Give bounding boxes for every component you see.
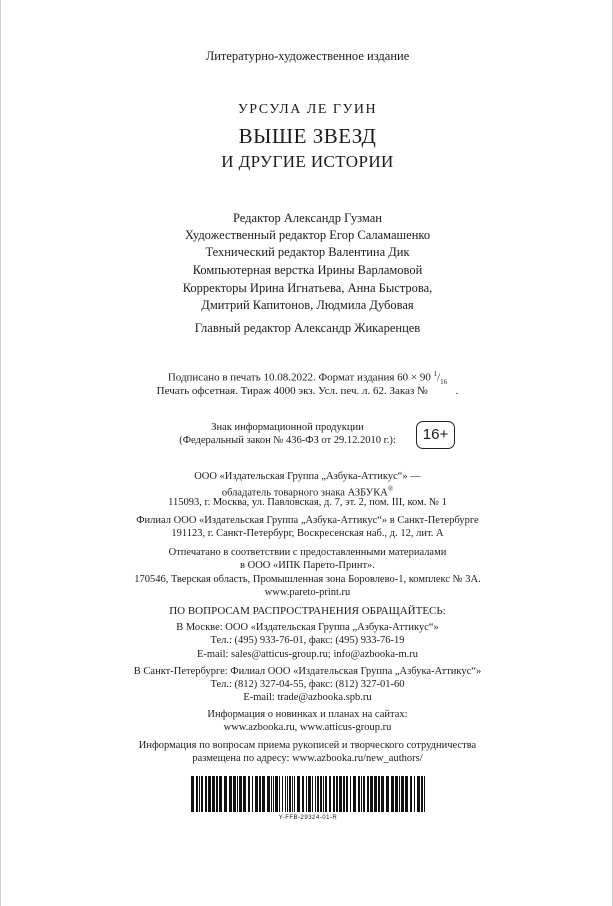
barcode-bar (302, 776, 304, 812)
publisher-address: 115093, г. Москва, ул. Павловская, д. 7, эт. 2, пом. III, ком. № 1 (168, 497, 447, 508)
book-author: УРСУЛА ЛЕ ГУИН (237, 102, 378, 117)
credit-line: Корректоры Ирина Игнатьева, Анна Быстрова, (182, 281, 433, 295)
age-mark-law: (Федеральный закон № 436-ФЗ от 29.12.2010 г.): (179, 435, 396, 446)
print-info-line2: Печать офсетная. Тираж 4000 экз. Усл. печ. л. 62. Заказ № . (156, 385, 459, 397)
barcode-bar (201, 776, 203, 812)
printer-line: в ООО «ИПК Парето-Принт». (240, 560, 375, 571)
barcode-bar (275, 776, 278, 812)
barcode-bar (381, 776, 384, 812)
barcode-bar (306, 776, 307, 812)
barcode-bar (320, 776, 322, 812)
news-websites: www.azbooka.ru, www.atticus-group.ru (223, 722, 392, 733)
barcode-bar (312, 776, 313, 812)
barcode-bar (243, 776, 246, 812)
credit-line: Компьютерная верстка Ирины Варламовой (192, 263, 423, 277)
barcode-bar (417, 776, 420, 812)
barcode-bar (292, 776, 293, 812)
barcode-bar (370, 776, 373, 812)
age-rating-badge: 16+ (416, 421, 455, 449)
print-info-line1: Подписано в печать 10.08.2022. Формат издания 60 × 90 $^1/_{16}$ (167, 370, 448, 386)
printer-website: www.pareto-print.ru (264, 587, 351, 598)
book-title: ВЫШЕ ЗВЕЗД (238, 124, 377, 148)
barcode-bar (386, 776, 389, 812)
barcode-bar (289, 776, 291, 812)
barcode-bar (308, 776, 311, 812)
credit-line: Дмитрий Капитонов, Людмила Дубовая (201, 298, 414, 312)
barcode-bar (297, 776, 300, 812)
barcode-bar (255, 776, 258, 812)
barcode-bar (367, 776, 369, 812)
publisher-line: ООО «Издательская Группа „Азбука-Аттикус“» — (194, 471, 421, 482)
barcode-bar (285, 776, 286, 812)
barcode-bar (353, 776, 356, 812)
branch-address: 191123, г. Санкт-Петербург, Воскресенская наб., д. 12, лит. А (171, 528, 444, 539)
age-mark-label: Знак информационной продукции (211, 422, 364, 433)
barcode-bar (378, 776, 380, 812)
barcode-code: Y-FFB-29324-01-R (278, 815, 338, 821)
trademark-text: обладатель товарного знака АЗБУКА (221, 487, 388, 499)
barcode-bar (333, 776, 335, 812)
spb-phone: Тел.: (812) 327-04-55, факс: (812) 327-01-60 (210, 679, 405, 690)
print-info-text: Подписано в печать 10.08.2022. Формат издания 60 × 90 (167, 371, 431, 384)
barcode-bar (325, 776, 327, 812)
barcode-bar (219, 776, 222, 812)
barcode-bar (229, 776, 232, 812)
barcode-bar (346, 776, 348, 812)
barcode-bar (282, 776, 283, 812)
edition-type: Литературно-художественное издание (205, 49, 410, 63)
barcode-bar (317, 776, 319, 812)
barcode-bar (358, 776, 360, 812)
branch-line: Филиал ООО «Издательская Группа „Азбука-Аттикус“» в Санкт-Петербурге (136, 515, 479, 526)
barcode-bar (279, 776, 280, 812)
barcode-bar (199, 776, 200, 812)
barcode-bar (191, 776, 194, 812)
barcode-bar (239, 776, 242, 812)
moscow-contact: В Москве: ООО «Издательская Группа „Азбука-Аттикус“» (176, 622, 439, 633)
barcode-bar (374, 776, 377, 812)
barcode-bar (273, 776, 274, 812)
barcode-bar (315, 776, 316, 812)
credit-line: Технический редактор Валентина Дик (205, 245, 410, 259)
moscow-phone: Тел.: (495) 933-76-01, факс: (495) 933-76-19 (210, 635, 405, 646)
barcode-bar (224, 776, 227, 812)
chief-editor: Главный редактор Александр Жикаренцев (194, 321, 421, 335)
barcode-bar (399, 776, 400, 812)
barcode-bar (395, 776, 398, 812)
barcode-bar (405, 776, 408, 812)
barcode-bar (323, 776, 324, 812)
distribution-heading: ПО ВОПРОСАМ РАСПРОСТРАНЕНИЯ ОБРАЩАЙТЕСЬ: (169, 605, 446, 617)
barcode-bar (361, 776, 362, 812)
spb-contact: В Санкт-Петербурге: Филиал ООО «Издательская Группа „Азбука-Аттикус“» (133, 666, 482, 677)
barcode-bar (248, 776, 250, 812)
manuscripts-address: размещена по адресу: www.azbooka.ru/new_authors/ (192, 753, 423, 764)
barcode-bar (350, 776, 351, 812)
barcode-bar (424, 776, 425, 812)
barcode-bar (196, 776, 198, 812)
barcode-bar (401, 776, 404, 812)
print-info-text: Печать офсетная. Тираж 4000 экз. Усл. печ. л. 62. Заказ № (156, 385, 428, 397)
barcode-bar (233, 776, 236, 812)
barcode-bar (343, 776, 345, 812)
registered-mark: ® (387, 485, 394, 493)
barcode-bar (208, 776, 211, 812)
news-info: Информация о новинках и планах на сайтах: (207, 709, 408, 720)
format-fraction-den: 16 (440, 377, 448, 386)
barcode-bar (212, 776, 215, 812)
barcode-bar (410, 776, 412, 812)
barcode-bar (294, 776, 295, 812)
barcode-bar (259, 776, 261, 812)
printer-line: Отпечатано в соответствии с предоставленными материалами (168, 547, 447, 558)
barcode-bar (252, 776, 253, 812)
moscow-email: E-mail: sales@atticus-group.ru; info@azbooka-m.ru (196, 649, 419, 660)
barcode-bar (287, 776, 288, 812)
barcode (189, 776, 427, 812)
manuscripts-info: Информация по вопросам приема рукописей и творческого сотрудничества (138, 740, 477, 751)
barcode-bar (205, 776, 207, 812)
barcode-bar (216, 776, 218, 812)
barcode-bar (329, 776, 331, 812)
barcode-bar (336, 776, 338, 812)
barcode-bar (363, 776, 365, 812)
format-fraction-num: 1 (433, 370, 438, 378)
barcode-bar (414, 776, 415, 812)
spb-email: E-mail: trade@azbooka.spb.ru (243, 692, 372, 703)
barcode-bar (421, 776, 423, 812)
barcode-bar (339, 776, 342, 812)
credit-line: Редактор Александр Гузман (233, 211, 382, 225)
barcode-bar (237, 776, 238, 812)
credit-line: Художественный редактор Егор Саламашенко (184, 228, 431, 242)
barcode-bar (267, 776, 270, 812)
barcode-bar (262, 776, 265, 812)
barcode-bar (271, 776, 272, 812)
barcode-bar (391, 776, 394, 812)
book-subtitle: И ДРУГИЕ ИСТОРИИ (221, 152, 394, 171)
printer-address: 170546, Тверская область, Промышленная зона Боровлево-1, комплекс № 3А. (134, 574, 481, 585)
